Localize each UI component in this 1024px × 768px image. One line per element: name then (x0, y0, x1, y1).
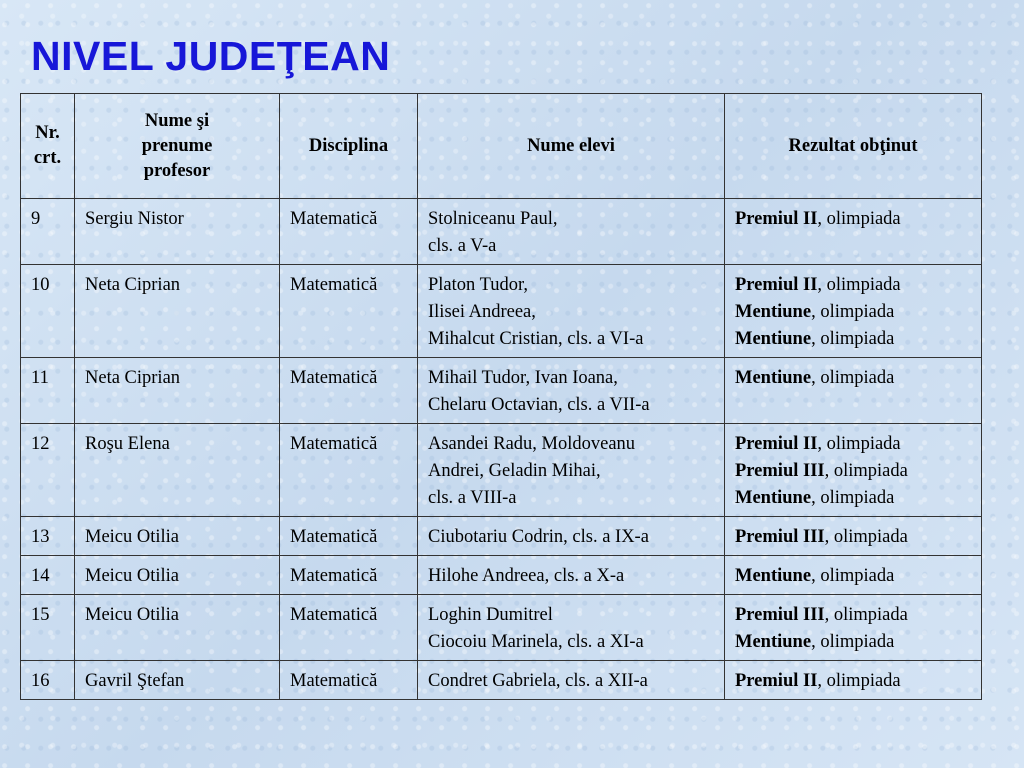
cell-elevi (418, 199, 725, 265)
student-line: Ciubotariu Codrin, cls. a IX-a (428, 527, 649, 547)
student-line: Loghin Dumitrel (428, 605, 553, 625)
cell-nr: 9 (21, 199, 75, 265)
award-context: , olimpiada (811, 632, 895, 652)
table-row (21, 595, 982, 661)
header-nr (21, 94, 75, 199)
page-title: NIVEL JUDEŢEAN (31, 33, 391, 79)
student-line: Asandei Radu, Moldoveanu (428, 434, 636, 454)
award-label: Premiul II (735, 275, 818, 295)
award-context: , olimpiada (817, 434, 901, 454)
result-line (735, 206, 971, 233)
cell-nr: 11 (21, 358, 75, 424)
cell-disciplina: Matematică (280, 595, 418, 661)
student-line: Ilisei Andreea, (428, 302, 536, 322)
header-nr-line: crt. (33, 148, 62, 168)
cell-rezultat (725, 517, 982, 556)
result-line (735, 524, 971, 551)
award-context: , olimpiada (824, 461, 908, 481)
cell-profesor: Meicu Otilia (75, 517, 280, 556)
result-line (735, 272, 971, 299)
cell-elevi (418, 517, 725, 556)
cell-nr: 13 (21, 517, 75, 556)
table-row (21, 556, 982, 595)
cell-rezultat (725, 595, 982, 661)
cell-disciplina: Matematică (280, 199, 418, 265)
award-label: Mentiune (735, 302, 812, 322)
award-label: Premiul III (735, 527, 825, 547)
award-context: , olimpiada (811, 566, 895, 586)
result-line (735, 365, 971, 392)
cell-elevi (418, 424, 725, 517)
award-context: , olimpiada (817, 275, 901, 295)
header-nr-line: Nr. (35, 123, 60, 143)
award-label: Mentiune (735, 632, 812, 652)
award-label: Premiul III (735, 461, 825, 481)
result-line (735, 458, 971, 485)
award-label: Premiul II (735, 209, 818, 229)
cell-elevi (418, 595, 725, 661)
header-profesor-line: prenume (141, 135, 213, 156)
cell-profesor: Meicu Otilia (75, 556, 280, 595)
table-row (21, 424, 982, 517)
cell-nr: 15 (21, 595, 75, 661)
cell-profesor: Neta Ciprian (75, 358, 280, 424)
table-row (21, 358, 982, 424)
cell-nr: 16 (21, 661, 75, 700)
student-line: Ciocoiu Marinela, cls. a XI-a (428, 632, 644, 652)
student-line: Stolniceanu Paul, (428, 209, 558, 229)
award-context: , olimpiada (824, 605, 908, 625)
cell-disciplina: Matematică (280, 661, 418, 700)
student-line: Andrei, Geladin Mihai, (428, 461, 601, 481)
student-line: Chelaru Octavian, cls. a VII-a (428, 395, 650, 415)
student-line: Mihail Tudor, Ivan Ioana, (428, 368, 618, 388)
cell-elevi (418, 265, 725, 358)
student-line: Condret Gabriela, cls. a XII-a (428, 671, 648, 691)
header-profesor (75, 94, 280, 199)
award-context: , olimpiada (817, 209, 901, 229)
cell-profesor: Roşu Elena (75, 424, 280, 517)
cell-elevi (418, 556, 725, 595)
student-line: cls. a VIII-a (428, 488, 517, 508)
cell-disciplina: Matematică (280, 358, 418, 424)
award-label: Premiul III (735, 605, 825, 625)
cell-disciplina: Matematică (280, 556, 418, 595)
award-context: , olimpiada (811, 329, 895, 349)
table-row (21, 661, 982, 700)
award-context: , olimpiada (811, 368, 895, 388)
award-label: Mentiune (735, 566, 812, 586)
result-line (735, 668, 971, 695)
cell-rezultat (725, 199, 982, 265)
cell-disciplina: Matematică (280, 517, 418, 556)
result-line (735, 629, 971, 656)
header-profesor-line: Nume şi (144, 110, 210, 131)
header-profesor-line: profesor (143, 160, 211, 181)
award-label: Mentiune (735, 329, 812, 349)
cell-rezultat (725, 556, 982, 595)
award-context: , olimpiada (824, 527, 908, 547)
student-line: Mihalcut Cristian, cls. a VI-a (428, 329, 644, 349)
cell-nr: 12 (21, 424, 75, 517)
cell-profesor: Sergiu Nistor (75, 199, 280, 265)
result-line (735, 299, 971, 326)
cell-nr: 10 (21, 265, 75, 358)
student-line: Platon Tudor, (428, 275, 529, 295)
cell-elevi (418, 661, 725, 700)
student-line: Hilohe Andreea, cls. a X-a (428, 566, 625, 586)
header-rezultat: Rezultat obţinut (725, 94, 982, 199)
award-context: , olimpiada (817, 671, 901, 691)
cell-nr: 14 (21, 556, 75, 595)
result-line (735, 602, 971, 629)
award-label: Mentiune (735, 368, 812, 388)
cell-profesor: Gavril Ştefan (75, 661, 280, 700)
student-line: cls. a V-a (428, 236, 497, 256)
header-elevi: Nume elevi (418, 94, 725, 199)
cell-elevi (418, 358, 725, 424)
cell-rezultat (725, 424, 982, 517)
result-line (735, 485, 971, 512)
result-line (735, 431, 971, 458)
award-label: Premiul II (735, 434, 818, 454)
cell-rezultat (725, 358, 982, 424)
header-row (21, 94, 982, 199)
table-row (21, 199, 982, 265)
cell-disciplina: Matematică (280, 424, 418, 517)
table-header (21, 94, 982, 199)
table-row (21, 265, 982, 358)
header-disciplina: Disciplina (280, 94, 418, 199)
table-row (21, 517, 982, 556)
award-label: Premiul II (735, 671, 818, 691)
cell-rezultat (725, 661, 982, 700)
award-context: , olimpiada (811, 302, 895, 322)
results-table (20, 93, 982, 700)
result-line (735, 326, 971, 353)
cell-profesor: Neta Ciprian (75, 265, 280, 358)
result-line (735, 563, 971, 590)
award-label: Mentiune (735, 488, 812, 508)
cell-profesor: Meicu Otilia (75, 595, 280, 661)
cell-disciplina: Matematică (280, 265, 418, 358)
table-body (21, 199, 982, 700)
cell-rezultat (725, 265, 982, 358)
award-context: , olimpiada (811, 488, 895, 508)
